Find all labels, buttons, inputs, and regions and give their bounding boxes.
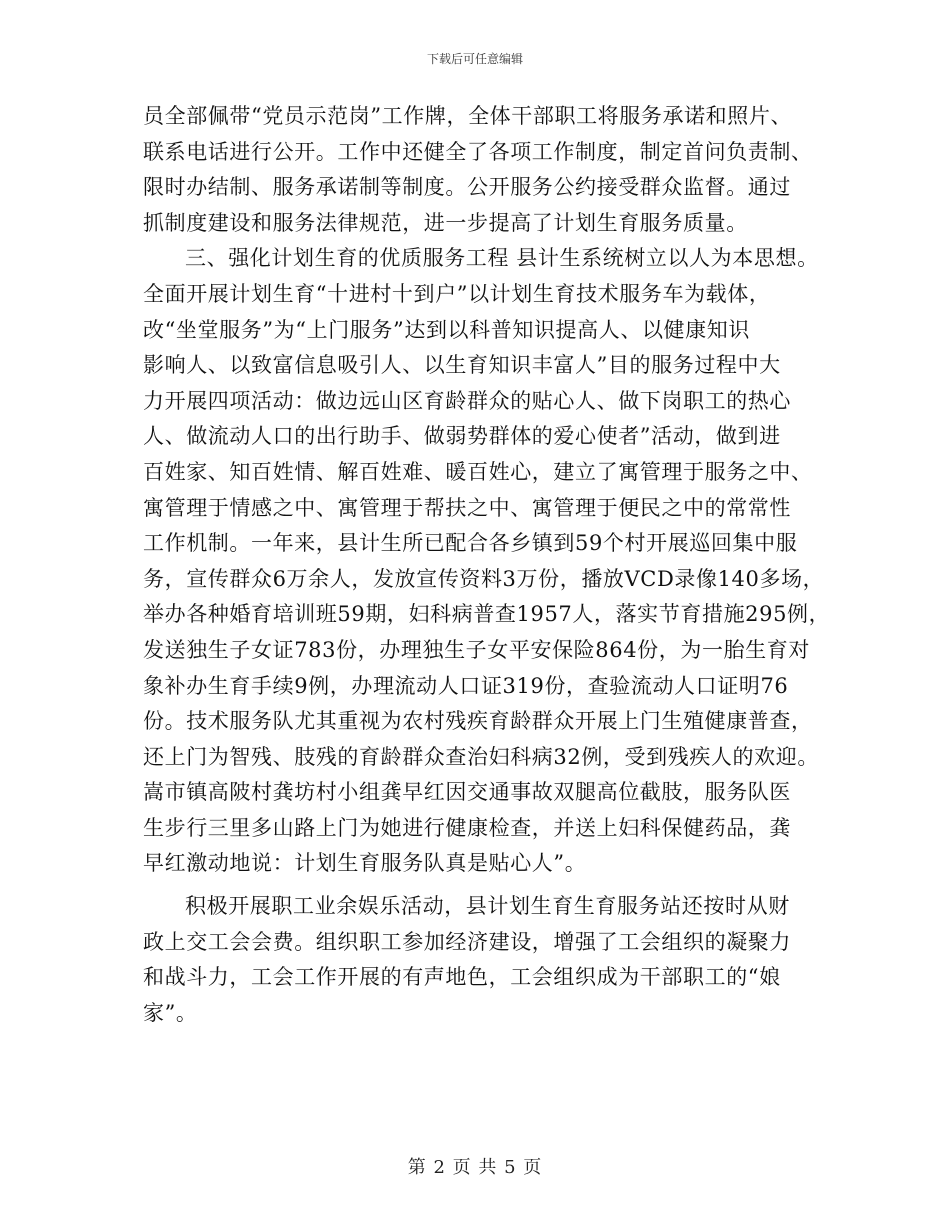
page-header: 下载后可任意编辑 bbox=[426, 52, 523, 66]
text-line: 力开展四项活动：做边远山区育龄群众的贴心人、做下岗职工的热心 bbox=[143, 388, 791, 413]
section-heading-line: 三、强化计划生育的优质服务工程 县计生系统树立以人为本思想。 bbox=[185, 246, 819, 271]
text-line: 改“坐堂服务”为“上门服务”达到以科普知识提高人、以健康知识 bbox=[143, 317, 750, 342]
text-line: 积极开展职工业余娱乐活动，县计划生育生育服务站还按时从财 bbox=[185, 894, 790, 919]
document-body bbox=[143, 99, 843, 1031]
text-line: 员全部佩带“党员示范岗”工作牌，全体干部职工将服务承诺和照片、 bbox=[143, 104, 793, 128]
text-line: 全面开展计划生育“十进村十到户”以计划生育技术服务车为载体， bbox=[143, 281, 771, 306]
paragraph-gap bbox=[143, 882, 843, 889]
text-line: 举办各种婚育培训班59期，妇科病普查1957人，落实节育措施295例， bbox=[143, 602, 831, 627]
text-line: 生步行三里多山路上门为她进行健康检查，并送上妇科保健药品，龚 bbox=[143, 815, 791, 840]
text-line: 份。技术服务队尤其重视为农村残疾育龄群众开展上门生殖健康普查， bbox=[143, 709, 813, 734]
text-line: 早红激动地说：计划生育服务队真是贴心人”。 bbox=[143, 851, 587, 876]
text-line: 嵩市镇高陂村龚坊村小组龚早红因交通事故双腿高位截肢，服务队医 bbox=[143, 780, 791, 805]
text-line: 务，宣传群众6万余人，发放宣传资料3万份，播放VCD录像140多场， bbox=[143, 566, 825, 591]
text-line: 家”。 bbox=[143, 1000, 198, 1025]
text-line: 还上门为智残、肢残的育龄群众查治妇科病32例，受到残疾人的欢迎。 bbox=[143, 744, 819, 769]
text-line: 影响人、以致富信息吸引人、以生育知识丰富人”目的服务过程中大 bbox=[143, 353, 781, 378]
text-line: 百姓家、知百姓情、解百姓难、暖百姓心，建立了寓管理于服务之中、 bbox=[143, 459, 813, 484]
text-line: 限时办结制、服务承诺制等制度。公开服务公约接受群众监督。通过 bbox=[143, 175, 791, 200]
text-line: 抓制度建设和服务法律规范，进一步提高了计划生育服务质量。 bbox=[143, 210, 748, 235]
text-line: 人、做流动人口的出行助手、做弱势群体的爱心使者”活动，做到进 bbox=[143, 424, 781, 449]
text-line: 象补办生育手续9例，办理流动人口证319份，查验流动人口证明76 bbox=[143, 673, 789, 698]
text-line: 发送独生子女证783份，办理独生子女平安保险864份，为一胎生育对 bbox=[143, 637, 810, 662]
text-line: 工作机制。一年来，县计生所已配合各乡镇到59个村开展巡回集中服 bbox=[143, 531, 798, 556]
text-line: 政上交工会会费。组织职工参加经济建设，增强了工会组织的凝聚力 bbox=[143, 929, 791, 954]
text-line: 和战斗力，工会工作开展的有声地色，工会组织成为干部职工的“娘 bbox=[143, 965, 781, 990]
text-line: 联系电话进行公开。工作中还健全了各项工作制度，制定首问负责制、 bbox=[143, 139, 813, 164]
text-line: 寓管理于情感之中、寓管理于帮扶之中、寓管理于便民之中的常常性 bbox=[143, 495, 791, 520]
page-number: 第 2 页 共 5 页 bbox=[407, 1157, 543, 1178]
